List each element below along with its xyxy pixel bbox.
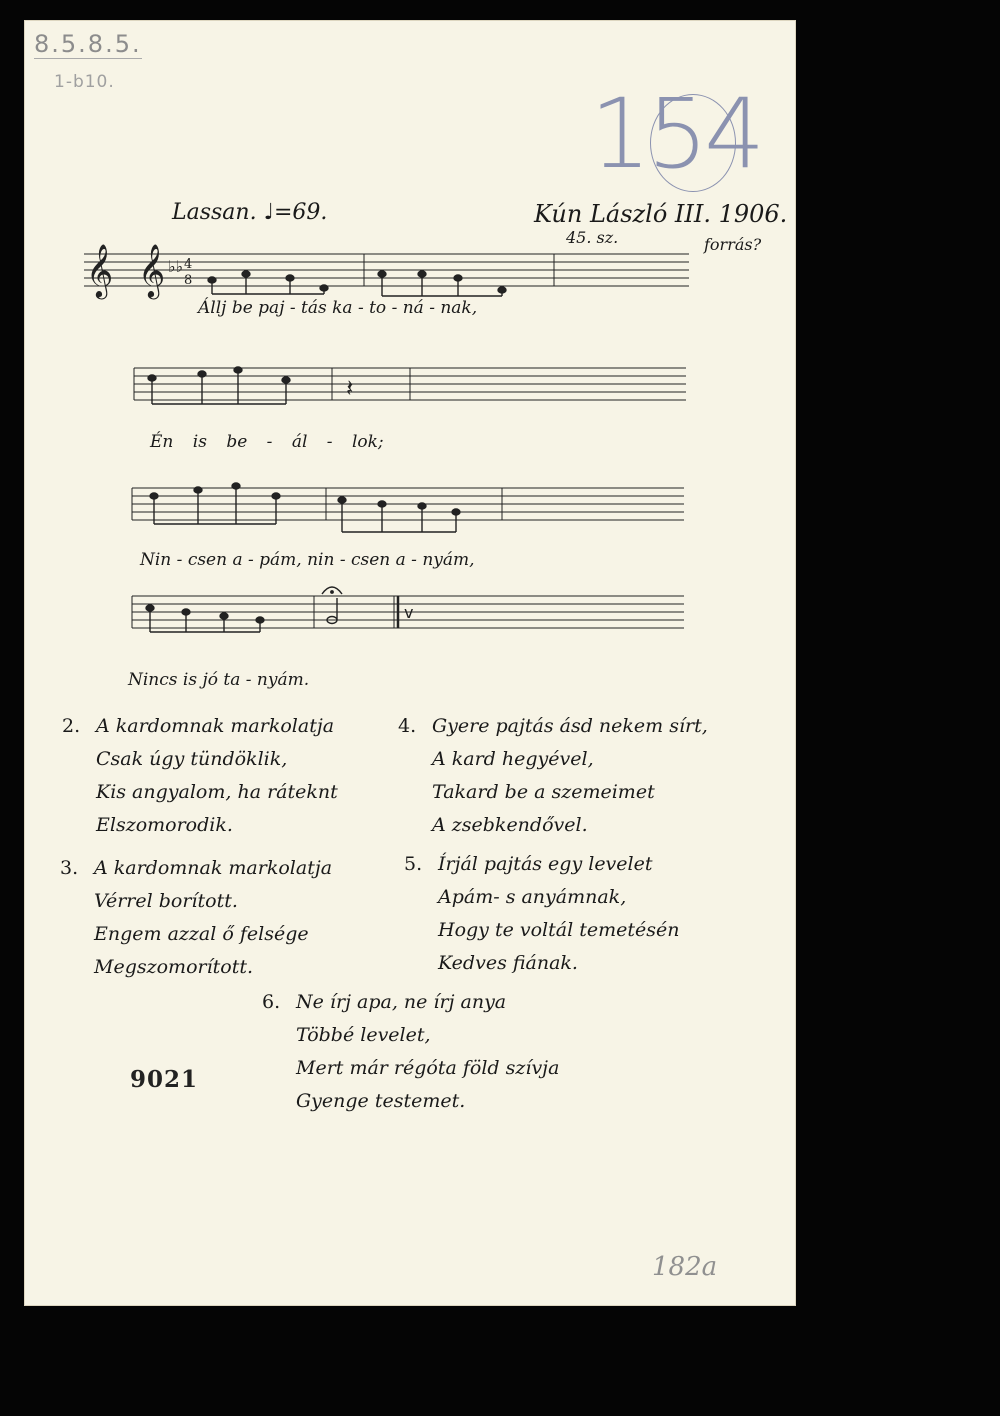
verse-6 bbox=[262, 986, 560, 1118]
source-note: forrás? bbox=[704, 235, 762, 254]
svg-text:𝄽: 𝄽 bbox=[346, 374, 354, 402]
music-staff-2 bbox=[134, 360, 694, 410]
verse-line: Kis angyalom, ha ráteknt bbox=[96, 781, 338, 803]
verse-line: Megszomorított. bbox=[94, 956, 254, 978]
verse-line: Csak úgy tündöklik, bbox=[96, 748, 288, 770]
verse-line: Engem azzal ő felsége bbox=[94, 923, 309, 945]
verse-number: 3. bbox=[60, 857, 79, 879]
verse-line: Írjál pajtás egy levelet bbox=[438, 853, 653, 875]
lyric-line-4: Nincs is jó ta - nyám. bbox=[128, 670, 310, 690]
verse-line: Többé levelet, bbox=[296, 1024, 431, 1046]
verse-number: 6. bbox=[262, 991, 281, 1013]
page-number-note: 182a bbox=[652, 1252, 718, 1282]
archive-code: 8.5.8.5. bbox=[34, 30, 142, 58]
tempo-marking: Lassan. ♩=69. bbox=[172, 200, 328, 225]
lyric-line-3: Nin - csen a - pám, nin - csen a - nyám, bbox=[140, 550, 475, 570]
svg-text:ⅴ: ⅴ bbox=[404, 603, 414, 622]
verse-line: Apám- s anyámnak, bbox=[438, 886, 627, 908]
verse-line: Mert már régóta föld szívja bbox=[296, 1057, 560, 1079]
manuscript-page bbox=[24, 20, 796, 1306]
svg-text:𝄞: 𝄞 bbox=[86, 243, 114, 297]
verse-line: Vérrel borított. bbox=[94, 890, 238, 912]
music-staff-4 bbox=[132, 580, 692, 640]
verse-number: 2. bbox=[62, 715, 81, 737]
verse-line: Kedves fiának. bbox=[438, 952, 578, 974]
verse-line: Takard be a szemeimet bbox=[432, 781, 655, 803]
svg-text:𝄞: 𝄞 bbox=[138, 243, 166, 297]
verse-line: A zsebkendővel. bbox=[432, 814, 588, 836]
verse-number: 4. bbox=[398, 715, 417, 737]
lyric-line-2: Én is be - ál - lok; bbox=[150, 432, 384, 452]
verse-line: Ne írj apa, ne írj anya bbox=[296, 991, 507, 1013]
verse-number: 5. bbox=[404, 853, 423, 875]
verse-line: Elszomorodik. bbox=[96, 814, 233, 836]
verse-3 bbox=[60, 852, 333, 984]
archive-stamp-number: 9021 bbox=[130, 1066, 199, 1093]
verse-line: Gyenge testemet. bbox=[296, 1090, 466, 1112]
lyric-line-1: Állj be paj - tás ka - to - ná - nak, bbox=[198, 298, 478, 318]
svg-text:♭♭: ♭♭ bbox=[168, 257, 184, 276]
archive-subcode: 1-b10. bbox=[54, 72, 115, 92]
svg-text:4: 4 bbox=[184, 257, 193, 272]
verse-5 bbox=[404, 848, 680, 980]
verse-2 bbox=[62, 710, 338, 842]
svg-text:8: 8 bbox=[184, 273, 193, 288]
source-number: 45. sz. bbox=[566, 228, 619, 247]
music-staff-1 bbox=[84, 242, 694, 302]
verse-line: A kard hegyével, bbox=[432, 748, 594, 770]
catalog-number: 154 bbox=[590, 78, 762, 190]
music-staff-3 bbox=[132, 476, 692, 536]
verse-line: Gyere pajtás ásd nekem sírt, bbox=[432, 715, 708, 737]
verse-line: A kardomnak markolatja bbox=[94, 857, 333, 879]
verse-line: A kardomnak markolatja bbox=[96, 715, 335, 737]
verse-4 bbox=[398, 710, 708, 842]
verse-line: Hogy te voltál temetésén bbox=[438, 919, 680, 941]
catalog-number-circle bbox=[650, 94, 736, 192]
composer-note: Kún László III. 1906. bbox=[534, 200, 788, 228]
